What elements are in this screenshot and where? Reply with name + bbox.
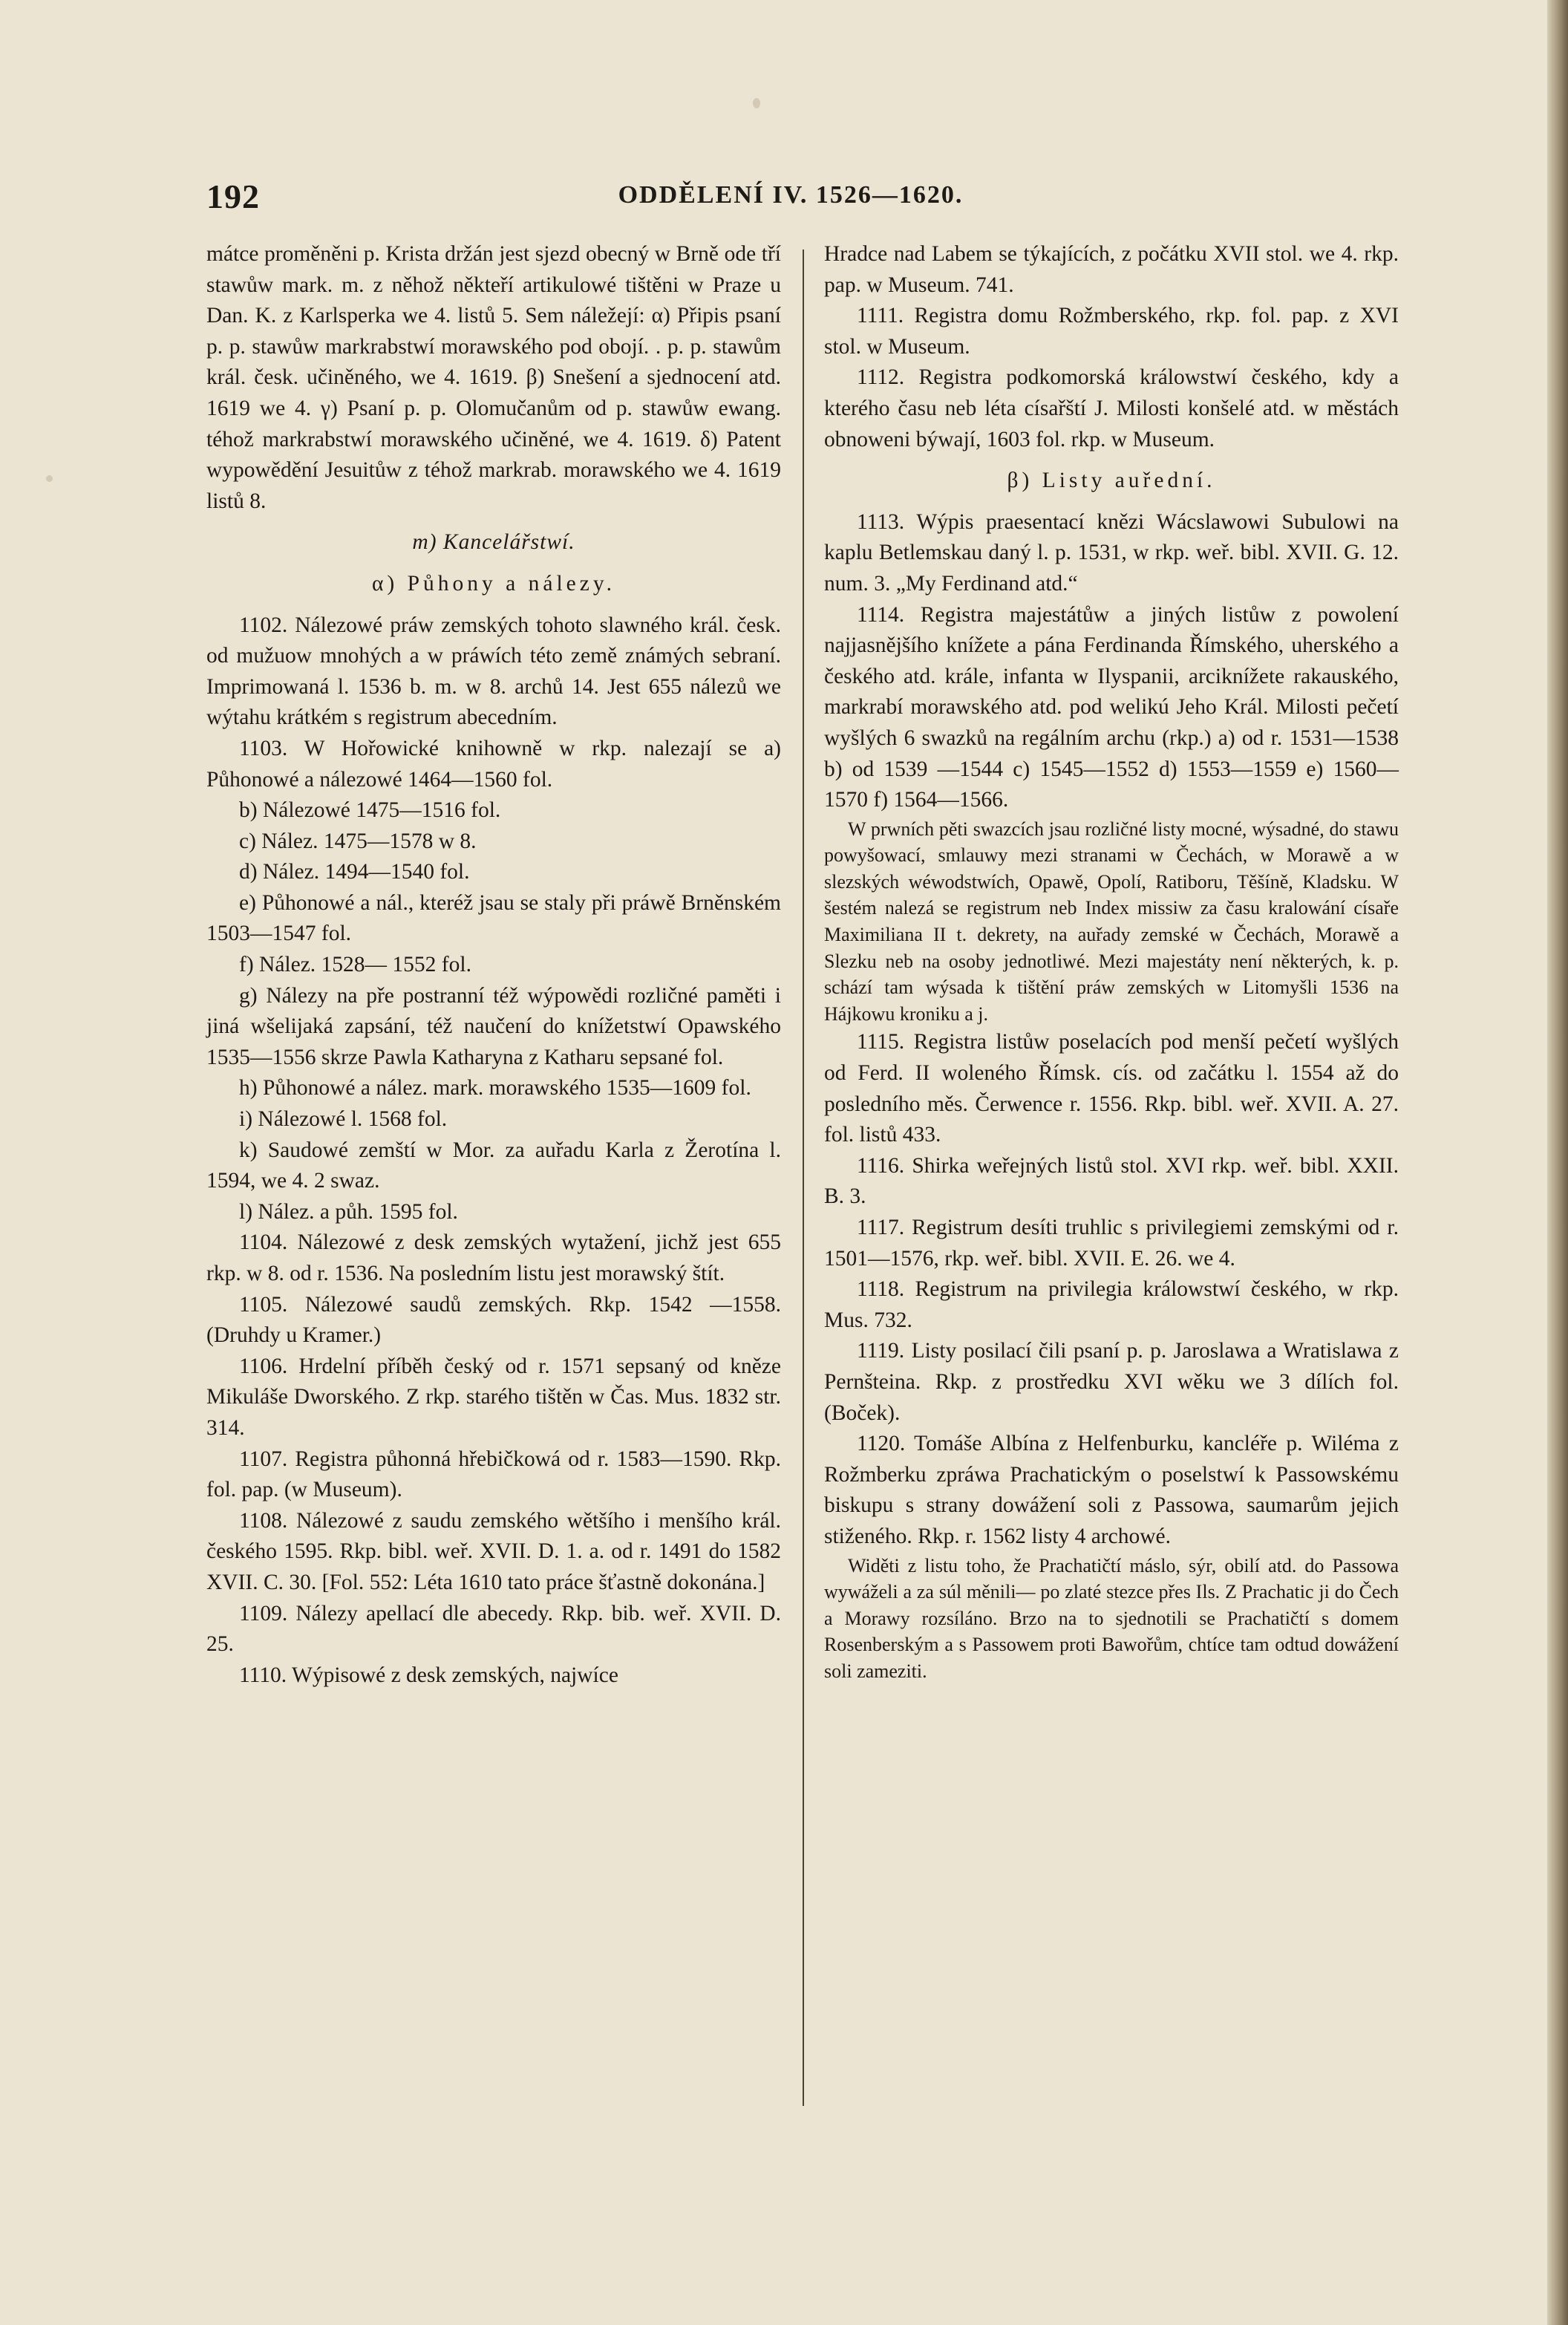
catalog-entry: 1118. Registrum na privilegia králowstwí českého, w rkp. Mus. 732.	[824, 1277, 1399, 1332]
column-divider	[803, 250, 804, 2106]
catalog-entry: 1104. Nálezowé z desk zemských wytažení, jichž jest 655 rkp. w 8. od r. 1536. Na posledním listu jest morawský štít.	[206, 1230, 781, 1285]
footnote-paragraph: W prwních pěti swazcích jsau rozličné listy mocné, wýsadné, do stawu powyšowací, smlauwy mezi stranami w Čechách, w Morawě a w slezských wéwodstwích, Opawě, Opolí, Ratiboru, Těšíně, Kladsku. W šestém nalezá se registrum neb Index missiw za času kralowání císaře Maximiliana II t. dekrety, na auřady zemské w Čechách, Morawě a Slezku neb na osoby jednotliwé. Mezi majestáty není některých, k. p. schází tam wýsada k tištění práw zemských w Litomyšli 1536 na Hájkowu kroniku a j.	[824, 818, 1399, 1025]
catalog-entry: 1105. Nálezowé saudů zemských. Rkp. 1542 —1558. (Druhdy u Kramer.)	[206, 1292, 781, 1348]
catalog-entry: 1108. Nálezowé z saudu zemského wětšího i menšího král. českého 1595. Rkp. bibl. weř. XVII. D. 1. a. od r. 1491 do 1582 XVII. C. 30. [Fol. 552: Léta 1610 tato práce šťastně dokonána.]	[206, 1508, 781, 1594]
catalog-entry: 1111. Registra domu Rožmberského, rkp. fol. pap. z XVI stol. w Museum.	[824, 304, 1399, 359]
catalog-entry: l) Nález. a půh. 1595 fol.	[239, 1199, 458, 1224]
page-edge-shadow	[1547, 0, 1568, 2325]
catalog-entry: 1107. Registra půhonná hřebičkowá od r. 1583—1590. Rkp. fol. pap. (w Museum).	[206, 1447, 781, 1502]
catalog-entry: 1112. Registra podkomorská králowstwí českého, kdy a kterého času neb léta císařští J. Milosti konšelé atd. w městách obnoweni býwají, 1603 fol. rkp. w Museum.	[824, 365, 1399, 451]
catalog-entry: 1106. Hrdelní příběh český od r. 1571 sepsaný od kněze Mikuláše Dworského. Z rkp. starého tištěn w Čas. Mus. 1832 str. 314.	[206, 1354, 781, 1440]
catalog-entry: 1103. W Hořowické knihowně w rkp. nalezají se a) Půhonowé a nálezowé 1464—1560 fol.	[206, 736, 781, 792]
catalog-entry: 1113. Wýpis praesentací knězi Wácslawowi Subulowi na kaplu Betlemskau daný l. p. 1531, w rkp. weř. bibl. XVII. G. 12. num. 3. „My Ferdinand atd.“	[824, 509, 1399, 596]
catalog-entry: k) Saudowé zemští w Mor. za auřadu Karla z Žerotína l. 1594, we 4. 2 swaz.	[206, 1138, 781, 1193]
page-header	[206, 177, 1375, 221]
catalog-entry: f) Nález. 1528— 1552 fol.	[239, 953, 471, 977]
catalog-entry: 1114. Registra majestátůw a jiných listůw z powolení najjasnějšího knížete a pána Ferdinanda Římského, uherského a českého atd. krále, infanta w Ilyspanii, arciknížete rakauského, markrabí morawského atd. pod welikú Jeho Král. Milosti pečetí wyšlých 6 swazků na regálním archu (rkp.) a) od r. 1531—1538 b) od 1539 —1544 c) 1545—1552 d) 1553—1559 e) 1560—1570 f) 1564—1566.	[824, 602, 1399, 812]
catalog-entry: b) Nálezowé 1475—1516 fol.	[239, 798, 501, 823]
subsection-heading: α) Půhony a nálezy.	[371, 571, 616, 596]
catalog-entry: h) Půhonowé a nález. mark. morawského 1535—1609 fol.	[239, 1076, 751, 1100]
catalog-entry: c) Nález. 1475—1578 w 8.	[239, 829, 477, 853]
catalog-entry: 1117. Registrum desíti truhlic s privilegiemi zemskými od r. 1501—1576, rkp. weř. bibl. XVII. E. 26. we 4.	[824, 1216, 1399, 1271]
subsection-heading: β) Listy auřední.	[1007, 469, 1216, 493]
left-column	[206, 239, 781, 1691]
catalog-entry: 1119. Listy posilací čili psaní p. p. Jaroslawa a Wratislawa z Pernšteina. Rkp. z prostředku XVI wěku we 3 dílích fol. (Boček).	[824, 1339, 1399, 1425]
catalog-entry: d) Nález. 1494—1540 fol.	[239, 860, 470, 884]
catalog-entry: 1116. Shirka weřejných listů stol. XVI rkp. weř. bibl. XXII. B. 3.	[824, 1153, 1399, 1209]
paper-speck	[46, 475, 53, 482]
catalog-entry: i) Nálezowé l. 1568 fol.	[239, 1107, 448, 1132]
catalog-entry: g) Nálezy na pře postranní též wýpowědi rozličné paměti i jiná wšelijaká zapsání, též naučení do knížetstwí Opawského 1535—1556 skrze Pawla Katharyna z Katharu sepsané fol.	[206, 983, 781, 1069]
right-column	[824, 239, 1399, 1685]
section-heading: m) Kancelářstwí.	[412, 530, 575, 555]
footnote-paragraph: Widěti z listu toho, že Prachatičtí máslo, sýr, obilí atd. do Passowa wywáželi a za súl měnili— po zlaté stezce přes Ils. Z Prachatic ji do Čech a Morawy rozsíláno. Brzo na to sjednotili se Prachatičtí s domem Rosenberským a s Passowem proti Bawořům, chtíce tam odtud dowážení soli zameziti.	[824, 1554, 1399, 1682]
catalog-entry: 1109. Nálezy apellací dle abecedy. Rkp. bib. weř. XVII. D. 25.	[206, 1601, 781, 1657]
catalog-entry: 1102. Nálezowé práw zemských tohoto slawného král. česk. od mužuow mnohých a w práwích této země známých sebraní. Imprimowaná l. 1536 b. m. w 8. archů 14. Jest 655 nálezů we wýtahu krátkém s registrum abecedním.	[206, 613, 781, 730]
running-title: ODDĚLENÍ IV. 1526—1620.	[618, 181, 964, 209]
catalog-entry: 1110. Wýpisowé z desk zemských, najwíce	[239, 1663, 618, 1687]
catalog-entry: 1120. Tomáše Albína z Helfenburku, kancléře p. Wiléma z Rožmberku zpráwa Prachatickým o poselstwí k Passowskému biskupu s strany dowážení soli z Passowa, saumarům jejich stiženého. Rkp. r. 1562 listy 4 archowé.	[824, 1432, 1399, 1548]
continued-paragraph: Hradce nad Labem se týkajících, z počátku XVII stol. we 4. rkp. pap. w Museum. 741.	[824, 242, 1399, 297]
page-number: 192	[206, 177, 260, 215]
continued-paragraph: mátce proměněni p. Krista držán jest sjezd obecný w Brně ode tří stawůw mark. m. z něhož někteří artikulowé tištěni w Praze u Dan. K. z Karlsperka we 4. listů 5. Sem náležejí: α) Připis psaní p. p. stawůw markrabstwí morawského pod obojí. . p. p. stawům král. česk. učiněného, we 4. 1619. β) Snešení a sjednocení atd. 1619 we 4. γ) Psaní p. p. Olomučanům od p. stawůw ewang. téhož markrabstwí morawského učiněné, we 4. 1619. δ) Patent wypowědění Jesuitůw z téhož markrab. morawského we 4. 1619 listů 8.	[206, 242, 781, 513]
paper-speck	[753, 98, 760, 108]
catalog-entry: e) Půhonowé a nál., kteréž jsau se staly při práwě Brněnském 1503—1547 fol.	[206, 890, 781, 946]
catalog-entry: 1115. Registra listůw poselacích pod menší pečetí wyšlých od Ferd. II woleného Římsk. cís. od začátku l. 1554 až do posledního měs. Čerwence r. 1556. Rkp. bibl. weř. XVII. A. 27. fol. listů 433.	[824, 1030, 1399, 1147]
